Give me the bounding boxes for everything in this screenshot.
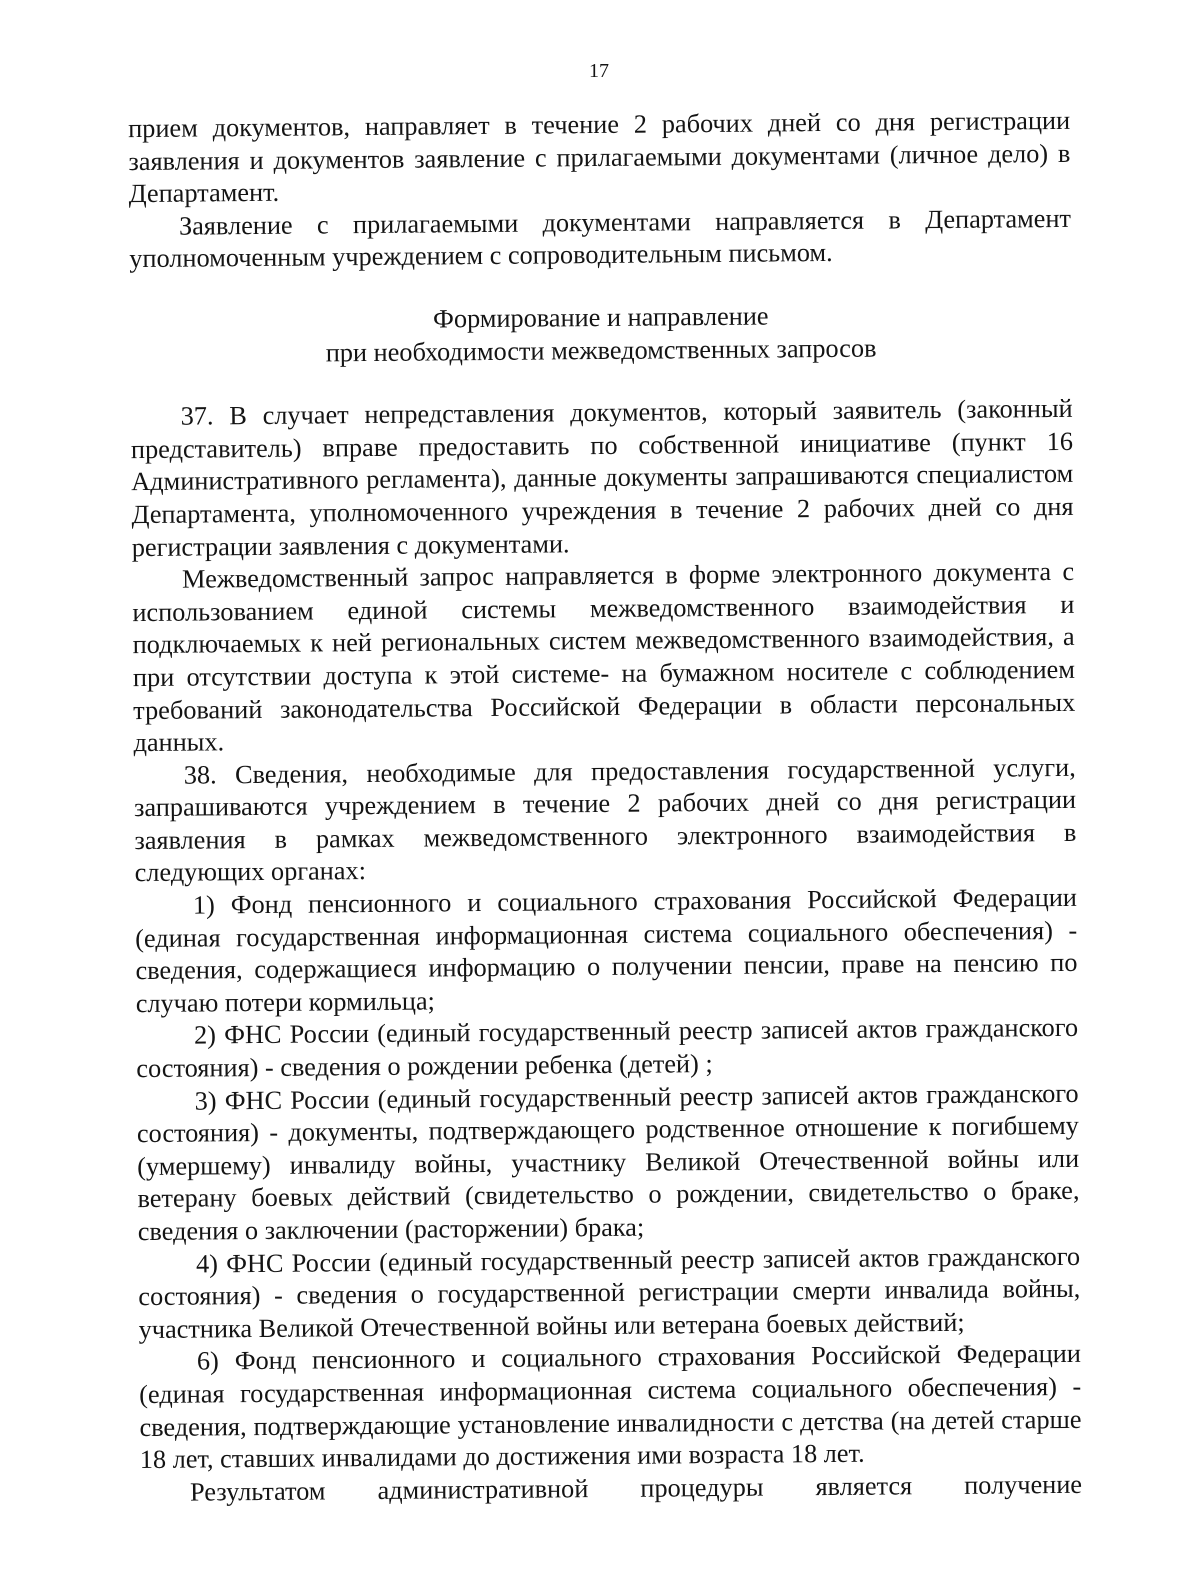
list-item-2: 2) ФНС России (единый государственный реестр записей актов гражданского состояния) - сведения о рождении ребенка (детей) ; bbox=[136, 1013, 1079, 1084]
intro-paragraph: прием документов, направляет в течение 2 рабочих дней со дня регистрации заявления и документов заявление с прилагаемыми документами (личное дело) в Департамент. bbox=[128, 105, 1071, 209]
section-heading-line-1: Формирование и направление bbox=[432, 301, 769, 334]
interdepartmental-request-paragraph: Межведомственный запрос направляется в форме электронного документа с использованием единой системы межведомственного взаимодействия и подключаемых к ней региональных систем межведомственного взаимодействия, а при отсутствии доступа к этой системе- на бумажном носителе с соблюдением требований законодательства Российской Федерации в области персональных данных. bbox=[132, 556, 1076, 758]
list-item-6: 6) Фонд пенсионного и социального страхования Российской Федерации (единая государственная информационная система социального обеспечения) - сведения, подтверждающие установление инвалидности с детства (на детей старше 18 лет, ставших инвалидами до достижения ими возраста 18 лет. bbox=[139, 1339, 1082, 1475]
result-paragraph: Результатом административной процедуры является получение bbox=[189, 1469, 1083, 1507]
list-item-4: 4) ФНС России (единый государственный реестр записей актов гражданского состояния) - сведения о государственной регистрации смерти инвалида войны, участника Великой Отечественной войны или ветерана боевых действий; bbox=[138, 1241, 1081, 1344]
section-heading-line-2: при необходимости межведомственных запросов bbox=[325, 333, 877, 367]
statement-paragraph: Заявление с прилагаемыми документами направляется в Департамент уполномоченным учреждением с сопроводительным письмом. bbox=[129, 203, 1072, 274]
paragraph-37: 37. В случает непредставления документов, который заявитель (законный представитель) вправе предоставить по собственной инициативе (пункт 16 Административного регламента), данные документы запрашиваются специалистом Департамента, уполномоченного учреждения в течение 2 рабочих дней со дня регистрации заявления с документами. bbox=[130, 394, 1074, 562]
page-number: 17 bbox=[589, 60, 609, 82]
list-item-3: 3) ФНС России (единый государственный реестр записей актов гражданского состояния) - документы, подтверждающего родственное отношение к погибшему (умершему) инвалиду войны, участнику Великой Отечественной войны или ветерану боевых действий (свидетельство о рождении, свидетельство о браке, сведения о заключении (расторжении) брака; bbox=[136, 1078, 1080, 1247]
paragraph-38: 38. Сведения, необходимые для предоставления государственной услуги, запрашиваются учреждением в течение 2 рабочих дней со дня регистрации заявления в рамках межведомственного электронного взаимодействия в следующих органах: bbox=[133, 752, 1077, 888]
section-heading bbox=[130, 298, 1073, 371]
list-item-1: 1) Фонд пенсионного и социального страхования Российской Федерации (единая государственная информационная система социального обеспечения) - сведения, содержащиеся информацию о получении пенсии, праве на пенсию по случаю потери кормильца; bbox=[135, 882, 1078, 1018]
document-body bbox=[128, 105, 1082, 1510]
